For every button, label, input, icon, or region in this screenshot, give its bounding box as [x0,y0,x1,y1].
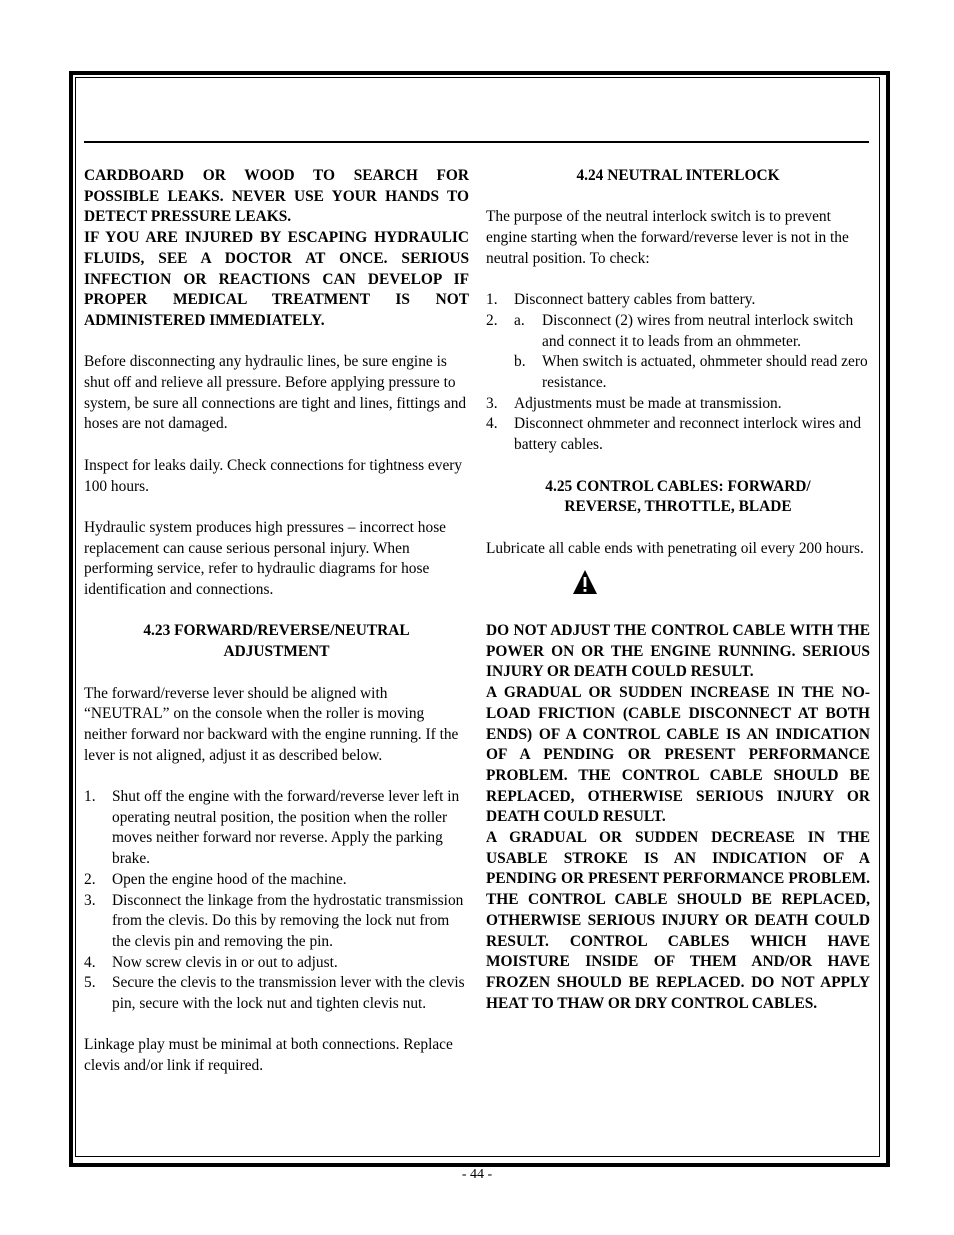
step-number: 3. [84,891,96,909]
sub-step [514,352,870,393]
sub-step-text: When switch is actuated, ohmmeter should read zero resistance. [542,353,868,391]
step-number: 4. [486,415,498,433]
page-number: - 44 - [461,1167,493,1182]
section-4-23-heading-line1: 4.23 FORWARD/REVERSE/NEUTRAL [143,622,410,640]
section-4-25-heading [486,477,870,518]
control-cable-warning-1: DO NOT ADJUST THE CONTROL CABLE WITH THE POWER ON OR THE ENGINE RUNNING. SERIOUS INJURY OR DEATH COULD RESULT. [486,621,870,681]
right-column [486,166,870,1014]
control-cable-warning-2: A GRADUAL OR SUDDEN INCREASE IN THE NO-LOAD FRICTION (CABLE DISCONNECT AT BOTH ENDS) OF A CONTROL CABLE IS AN INDICATION OF A PENDING OR PRESENT PERFORMANCE PROBLEM. THE CONTROL CABLE SHOULD BE REPLACED, OTHERWISE SERIOUS INJURY OR DEATH COULD RESULT. [486,684,870,826]
step-text: Secure the clevis to the transmission lever with the clevis pin, secure with the lock nut and tighten clevis nut. [112,974,465,1013]
sub-step-letter: a. [514,311,525,329]
step-number: 3. [486,394,498,412]
step-text: Disconnect battery cables from battery. [514,291,756,309]
header-rule [84,141,869,143]
step-text: Now screw clevis in or out to adjust. [112,953,338,971]
step-text: Disconnect the linkage from the hydrostatic transmission from the clevis. Do this by removing the lock nut from the clevis pin and removing the pin. [112,891,464,950]
hydraulic-pressure-paragraph: Hydraulic system produces high pressures – incorrect hose replacement can cause serious personal injury. When performing service, refer to hydraulic diagrams for hose identification and connections. [84,518,447,599]
list-item [486,290,870,311]
list-item [486,394,870,415]
section-4-23-closing: Linkage play must be minimal at both connections. Replace clevis and/or link if required. [84,1036,453,1075]
step-text: Disconnect ohmmeter and reconnect interlock wires and battery cables. [514,415,862,454]
hydraulic-warning-2: IF YOU ARE INJURED BY ESCAPING HYDRAULIC FLUIDS, SEE A DOCTOR AT ONCE. SERIOUS INFECTION OR REACTIONS CAN DEVELOP IF PROPER MEDICAL TREATMENT IS NOT ADMINISTERED IMMEDIATELY. [84,229,469,329]
step-number: 1. [84,788,96,805]
section-4-25-intro: Lubricate all cable ends with penetrating oil every 200 hours. [486,539,864,557]
list-item [84,953,469,974]
step-text: Open the engine hood of the machine. [112,870,347,888]
section-4-25-heading-line1: 4.25 CONTROL CABLES: FORWARD/ [545,477,811,495]
step-number: 1. [486,291,498,309]
sub-step [514,311,870,352]
warning-triangle-icon [572,569,598,595]
list-item [84,973,469,1014]
caution-icon-row [486,559,870,600]
sub-step-text: Disconnect (2) wires from neutral interlock switch and connect it to leads from an ohmmeter. [542,311,854,350]
section-4-24-steps [486,290,870,456]
section-4-23-intro: The forward/reverse lever should be aligned with “NEUTRAL” on the console when the roller is moving neither forward nor backward with the engine running. If the lever is not aligned, adjust it as described below. [84,684,459,764]
section-4-23-heading [84,621,469,662]
step-number: 2. [84,870,96,888]
section-4-23-heading-line2: ADJUSTMENT [223,643,330,661]
section-4-24-intro: The purpose of the neutral interlock switch is to prevent engine starting when the forward/reverse lever is not in the neutral position. To check: [486,208,849,267]
step-text: Shut off the engine with the forward/reverse lever left in operating neutral position, the position when the roller moves neither forward nor reverse. Apply the parking brake. [112,788,460,868]
left-column [84,166,469,1077]
list-item [84,870,469,891]
hydraulic-disconnect-paragraph: Before disconnecting any hydraulic lines, be sure engine is shut off and relieve all pressure. Before applying pressure to system, be sure all connections are tight and lines, fittings and hoses are not damaged. [84,353,467,433]
control-cable-warning-3: A GRADUAL OR SUDDEN DECREASE IN THE USABLE STROKE IS AN INDICATION OF A PENDING OR PRESENT PERFORMANCE PROBLEM. THE CONTROL CABLE SHOULD BE REPLACED, OTHERWISE SERIOUS INJURY OR DEATH COULD RESULT. CONTROL CABLES WHICH HAVE MOISTURE INSIDE OF THEM AND/OR HAVE FROZEN SHOULD BE REPLACED. DO NOT APPLY HEAT TO THAW OR DRY CONTROL CABLES. [486,829,870,1012]
step-text: Adjustments must be made at transmission. [514,394,782,412]
step-number: 5. [84,974,96,992]
list-item [486,311,870,394]
list-item [486,414,870,455]
list-item [84,787,469,870]
section-4-24-heading: 4.24 NEUTRAL INTERLOCK [576,167,780,184]
list-item [84,891,469,953]
section-4-23-steps [84,787,469,1015]
step-number: 4. [84,953,96,971]
sub-step-letter: b. [514,353,526,371]
hydraulic-warning-1: CARDBOARD OR WOOD TO SEARCH FOR POSSIBLE LEAKS. NEVER USE YOUR HANDS TO DETECT PRESSURE LEAKS. [84,167,469,226]
section-4-25-heading-line2: REVERSE, THROTTLE, BLADE [564,498,792,516]
hydraulic-inspect-paragraph: Inspect for leaks daily. Check connections for tightness every 100 hours. [84,456,463,495]
step-number: 2. [486,311,498,329]
